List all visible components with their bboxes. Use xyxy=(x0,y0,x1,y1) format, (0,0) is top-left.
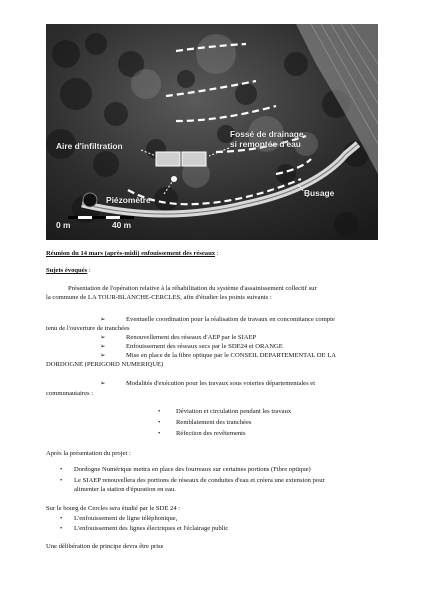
project-item-1: Dordogne Numérique mettra en place des fourreaux sur certaines portions (Fibre optique) xyxy=(74,466,311,473)
bullet-icon: • xyxy=(158,419,161,426)
subjects-title-suffix: : xyxy=(87,267,91,274)
arrow-item-3: Enfouissement des réseaux secs par le SDE24 et ORANGE xyxy=(126,343,283,350)
sub-item-2: Remblaiement des tranchées xyxy=(176,419,252,426)
arrow-item-5-cont: communautaires : xyxy=(46,390,94,397)
arrow-item-1: Eventuelle coordination pour la réalisation de travaux en concomitance compte xyxy=(126,316,335,323)
arrow-item-2: Renouvellement des réseaux d'AEP par le SIAEP xyxy=(126,334,257,341)
label-fosse-line2: si remontée d'eau xyxy=(230,139,301,149)
cercles-intro: Sur le bourg de Cercles sera étudié par le SDE 24 : xyxy=(46,505,181,512)
arrow-item-5: Modalités d'exécution pour les travaux sous voieries départementales et xyxy=(126,380,316,387)
bullet-icon: • xyxy=(60,515,63,522)
document-body xyxy=(46,0,386,600)
intro-line-1: Présentation de l'opération relative à la réhabilitation du système d'assainissement collectif sur xyxy=(68,285,317,292)
cercles-item-1: L'enfouissement de ligne téléphonique, xyxy=(74,515,178,522)
intro-line-2: la commune de LA TOUR-BLANCHE-CERCLES, afin d'étudier les points suivants : xyxy=(46,294,272,301)
subjects-title-text: Sujets évoqués xyxy=(46,267,88,274)
label-busage: Busage xyxy=(304,188,335,198)
label-aire-infiltration: Aire d'infiltration xyxy=(56,141,123,151)
sub-item-1: Déviation et circulation pendant les travaux xyxy=(176,408,292,415)
arrow-icon: ➢ xyxy=(100,380,106,387)
bullet-icon: • xyxy=(60,525,63,532)
arrow-icon: ➢ xyxy=(100,343,106,350)
cercles-item-2: L'enfouissement des lignes électriques et l'éclairage public xyxy=(74,525,229,532)
arrow-item-1-cont: tenu de l'ouverture de tranchées xyxy=(46,325,130,332)
subjects-title xyxy=(46,267,91,275)
bullet-icon: • xyxy=(158,430,161,437)
arrow-icon: ➢ xyxy=(100,316,106,323)
label-scale-end: 40 m xyxy=(112,220,132,230)
label-fosse-line1: Fossé de drainage xyxy=(230,129,304,139)
bullet-icon: • xyxy=(60,466,63,473)
meeting-heading xyxy=(46,250,219,258)
arrow-icon: ➢ xyxy=(100,352,106,359)
arrow-item-4-cont: DORDOGNE (PERIGORD NUMERIQUE) xyxy=(46,361,164,368)
label-piezometre: Piézomètre xyxy=(106,195,151,205)
meeting-heading-suffix: : xyxy=(215,250,219,257)
label-scale-start: 0 m xyxy=(56,220,71,230)
bullet-icon: • xyxy=(158,408,161,415)
after-presentation: Après la présentation du projet : xyxy=(46,450,131,457)
meeting-heading-text: Réunion du 14 mars (après-midi) enfouissement des réseaux xyxy=(46,250,216,257)
deliberation: Une délibération de principe devra être prise xyxy=(46,543,164,550)
arrow-item-4: Mise en place de la fibre optique par le CONSEIL DEPARTEMENTAL DE LA xyxy=(126,352,337,359)
bullet-icon: • xyxy=(60,477,63,484)
arrow-icon: ➢ xyxy=(100,334,106,341)
sub-item-3: Réfection des revêtements xyxy=(176,430,246,437)
project-item-2: Le SIAEP renouvellera des portions de réseaux de conduites d'eau et créera une extension pour xyxy=(74,477,325,484)
project-item-2-cont: alimenter la station d'épuration en eau. xyxy=(74,486,176,493)
